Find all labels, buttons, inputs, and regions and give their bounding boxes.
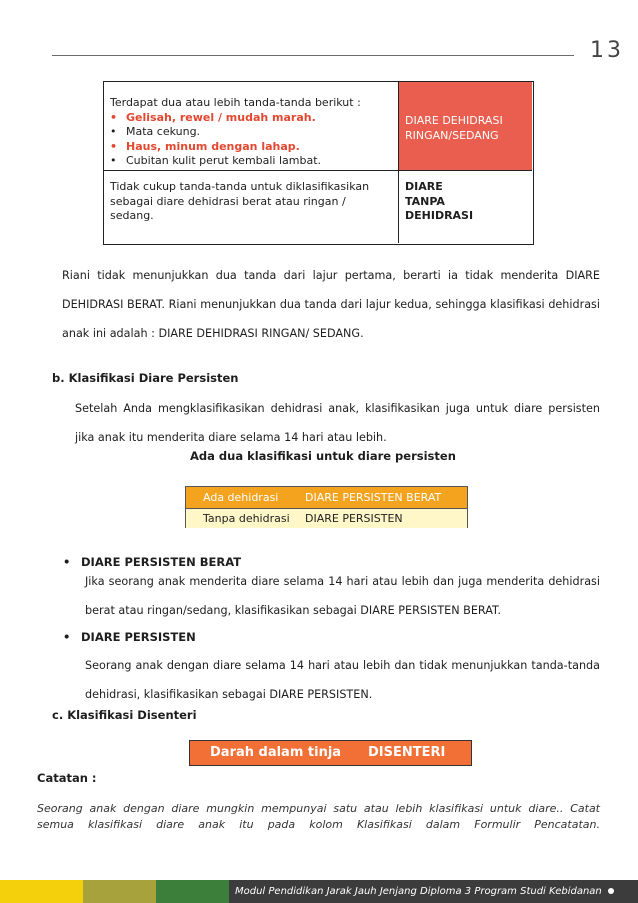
table-row: Ada dehidrasi DIARE PERSISTEN BERAT bbox=[186, 487, 467, 508]
classification-tanpa-dehidrasi: DIARE TANPA DEHIDRASI bbox=[398, 170, 532, 243]
note-label: Catatan : bbox=[37, 771, 97, 785]
bullet-heading: • DIARE PERSISTEN BERAT bbox=[63, 555, 242, 569]
section-b-subheading: Ada dua klasifikasi untuk diare persisten bbox=[190, 449, 456, 463]
bullet-paragraph: Seorang anak dengan diare selama 14 hari atau lebih dan tidak menunjukkan tanda-tanda dehidrasi, klasifikasikan sebagai DIARE PERSISTEN. bbox=[85, 659, 600, 701]
signs-cell bbox=[104, 82, 398, 170]
footer-bar bbox=[0, 880, 638, 903]
table-row: Tanpa dehidrasi DIARE PERSISTEN bbox=[186, 508, 467, 528]
footer-stripe bbox=[0, 880, 83, 903]
section-c-heading: c. Klasifikasi Disenteri bbox=[52, 708, 197, 722]
footer-stripe bbox=[156, 880, 229, 903]
sign-item: • Mata cekung. bbox=[110, 125, 201, 138]
sign-item: • Cubitan kulit perut kembali lambat. bbox=[110, 154, 322, 167]
sign-item: • Haus, minum dengan lahap. bbox=[110, 139, 300, 153]
footer-dot-icon bbox=[608, 888, 614, 894]
classification-ringan-sedang: DIARE DEHIDRASI RINGAN/SEDANG bbox=[398, 82, 532, 170]
section-b-paragraph: Setelah Anda mengklasifikasikan dehidrasi anak, klasifikasikan juga untuk diare persisten jika anak itu menderita diare selama 14 hari atau lebih. bbox=[75, 402, 600, 444]
dysentery-table: Darah dalam tinja DISENTERI bbox=[189, 740, 472, 766]
header-rule bbox=[52, 55, 574, 56]
bullet-paragraph: Jika seorang anak menderita diare selama 14 hari atau lebih dan juga menderita dehidrasi berat atau ringan/sedang, klasifikasikan sebagai DIARE PERSISTEN BERAT. bbox=[85, 575, 600, 617]
sign-item: • Gelisah, rewel / mudah marah. bbox=[110, 110, 316, 124]
no-signs-cell: Tidak cukup tanda-tanda untuk diklasifikasikan sebagai diare dehidrasi berat atau ringan / sedang. bbox=[104, 170, 398, 243]
bullet-heading: • DIARE PERSISTEN bbox=[63, 630, 196, 644]
dehydration-table bbox=[103, 81, 534, 245]
signs-intro: Terdapat dua atau lebih tanda-tanda berikut : bbox=[110, 96, 361, 109]
persistent-table bbox=[185, 486, 468, 528]
page-number: 13 bbox=[590, 38, 624, 63]
section-b-heading: b. Klasifikasi Diare Persisten bbox=[52, 371, 239, 385]
paragraph-riani: Riani tidak menunjukkan dua tanda dari lajur pertama, berarti ia tidak menderita DIARE DEHIDRASI BERAT. Riani menunjukkan dua tanda dari lajur kedua, sehingga klasifikasi dehidrasi anak ini adalah : DIARE DEHIDRASI RINGAN/ SEDANG. bbox=[62, 269, 600, 340]
footer-stripe bbox=[83, 880, 156, 903]
footer-text-block bbox=[229, 880, 638, 903]
note-text: Seorang anak dengan diare mungkin mempunyai satu atau lebih klasifikasi untuk diare.. Catat semua klasifikasi diare anak itu pada kolom Klasifikasi dalam Formulir Pencatatan. bbox=[37, 802, 600, 831]
footer-text: Modul Pendidikan Jarak Jauh Jenjang Diploma 3 Program Studi Kebidanan bbox=[235, 886, 602, 897]
